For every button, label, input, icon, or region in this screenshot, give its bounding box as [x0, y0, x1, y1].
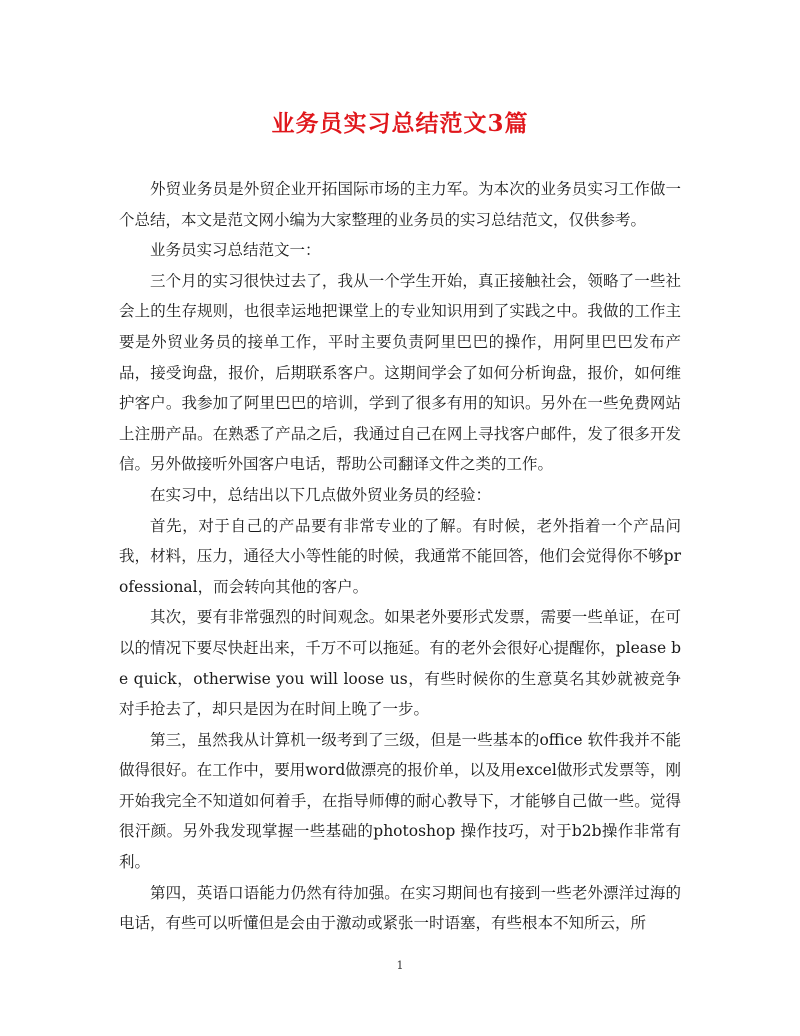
page-number: 1 — [396, 959, 404, 972]
point-first-paragraph: 首先，对于自己的产品要有非常专业的了解。有时候，老外指着一个产品问我，材料，压力，通径大小等性能的时候，我通常不能回答，他们会觉得你不够professional，而会转向其他的客户。 — [119, 516, 681, 596]
body-paragraph: 三个月的实习很快过去了，我从一个学生开始，真正接触社会，领略了一些社会上的生存规则，也很幸运地把课堂上的专业知识用到了实践之中。我做的工作主要是外贸业务员的接单工作，平时主要负责阿里巴巴的操作，用阿里巴巴发布产品，接受询盘，报价，后期联系客户。这期间学会了如何分析询盘，报价，如何维护客户。我参加了阿里巴巴的培训，学到了很多有用的知识。另外在一些免费网站上注册产品。在熟悉了产品之后，我通过自己在网上寻找客户邮件，发了很多开发信。另外做接听外国客户电话，帮助公司翻译文件之类的工作。 — [119, 271, 681, 474]
point-fourth-paragraph: 第四，英语口语能力仍然有待加强。在实习期间也有接到一些老外漂洋过海的电话，有些可以听懂但是会由于激动或紧张一时语塞，有些根本不知所云，所 — [119, 883, 681, 933]
intro-paragraph: 外贸业务员是外贸企业开拓国际市场的主力军。为本次的业务员实习工作做一个总结，本文是范文网小编为大家整理的业务员的实习总结范文，仅供参考。 — [119, 180, 681, 229]
experience-heading: 在实习中，总结出以下几点做外贸业务员的经验： — [150, 485, 492, 504]
document-body — [119, 174, 681, 939]
point-second-paragraph: 其次，要有非常强烈的时间观念。如果老外要形式发票，需要一些单证，在可以的情况下要尽快赶出来，千万不可以拖延。有的老外会很好心提醒你，please be quick，otherwise you will loose us，有些时候你的生意莫名其妙就被竞争对手抢去了，却只是因为在时间上晚了一步。 — [119, 608, 681, 719]
section-heading-one: 业务员实习总结范文一： — [150, 241, 321, 260]
point-third-paragraph: 第三，虽然我从计算机一级考到了三级，但是一些基本的office 软件我并不能做得很好。在工作中，要用word做漂亮的报价单，以及用excel做形式发票等，刚开始我完全不知道如何着手，在指导师傅的耐心教导下，才能够自己做一些。觉得很汗颜。另外我发现掌握一些基础的photoshop 操作技巧，对于b2b操作非常有利。 — [119, 730, 681, 872]
document-title: 业务员实习总结范文3篇 — [271, 110, 529, 137]
